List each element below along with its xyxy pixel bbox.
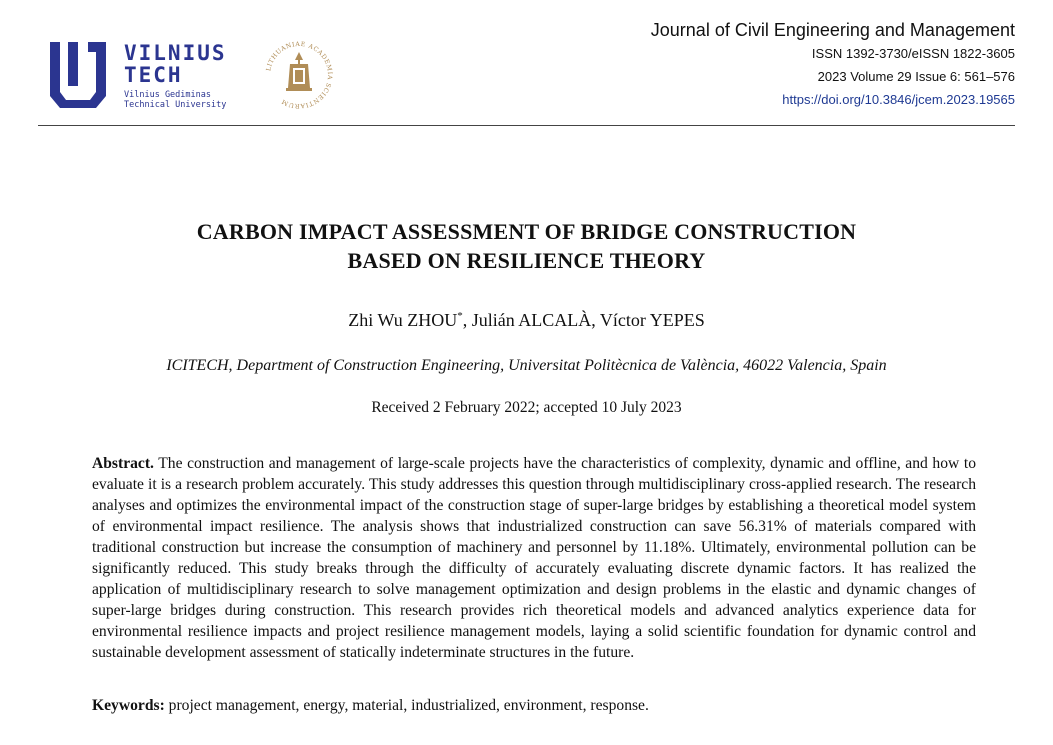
title-line2: BASED ON RESILIENCE THEORY	[347, 248, 706, 273]
title-line1: CARBON IMPACT ASSESSMENT OF BRIDGE CONSTRUCTION	[196, 219, 857, 244]
logo-wordmark	[124, 42, 227, 110]
header-divider	[38, 125, 1015, 126]
journal-info	[651, 18, 1015, 111]
doi-link[interactable]: https://doi.org/10.3846/jcem.2023.19565	[782, 92, 1015, 107]
corresponding-author-mark: *	[457, 310, 463, 322]
page-header	[0, 0, 1053, 126]
received-dates: Received 2 February 2022; accepted 10 July 2023	[371, 399, 682, 416]
author-list	[0, 310, 1053, 331]
abstract-text: The construction and management of large-scale projects have the characteristics of complexity, dynamic and offline, and how to evaluate it is a research problem accurately. This study addresses this question through multidisciplinary cross-applied research. The research analyses and optimizes the environmental impact of the construction stage of super-large bridges by establishing a theoretical model system of environmental impact resilience. The analysis shows that industrialized construction can save 56.31% of materials compared with traditional construction but increase the consumption of machinery and personnel by 11.18%. Ultimately, environmental pollution can be significantly reduced. This study breaks through the difficulty of accurately evaluating discrete dynamic factors. It has realized the application of multidisciplinary research to solve management optimization and design problems in the elastic and dynamic changes of super-large bridges during construction. This research provides rich theoretical models and advanced analytics experience data for environmental resilience impacts and project resilience management models, laying a solid scientific foundation for dynamic control and sustainable development assessment of statically indeterminate structures in the future.	[92, 455, 976, 661]
journal-volume: 2023 Volume 29 Issue 6: 561–576	[817, 69, 1015, 84]
keywords-label: Keywords:	[92, 697, 165, 714]
article-title	[0, 217, 1053, 275]
vilnius-tech-logo-icon	[50, 42, 106, 108]
journal-issn: ISSN 1392-3730/eISSN 1822-3605	[811, 46, 1015, 61]
logo-sub2: Technical University	[124, 100, 227, 110]
svg-text:LITHUANIAE ACADEMIA SCIENTIARU: LITHUANIAE ACADEMIA SCIENTIARUM	[265, 40, 334, 110]
logo-line2: TECH	[124, 63, 183, 87]
logo-sub1: Vilnius Gediminas	[124, 90, 211, 100]
author-first: Zhi Wu ZHOU	[348, 310, 458, 330]
keywords-text: project management, energy, material, industrialized, environment, response.	[168, 697, 649, 714]
author-others: , Julián ALCALÀ, Víctor YEPES	[462, 310, 705, 330]
abstract	[92, 453, 976, 663]
logo-line1: VILNIUS	[124, 41, 227, 65]
journal-name: Journal of Civil Engineering and Management	[650, 20, 1015, 40]
affiliation: ICITECH, Department of Construction Engineering, Universitat Politècnica de València, 46022 Valencia, Spain	[166, 357, 887, 374]
abstract-label: Abstract.	[92, 455, 154, 472]
academy-seal-icon	[262, 38, 336, 112]
keywords	[92, 695, 976, 716]
